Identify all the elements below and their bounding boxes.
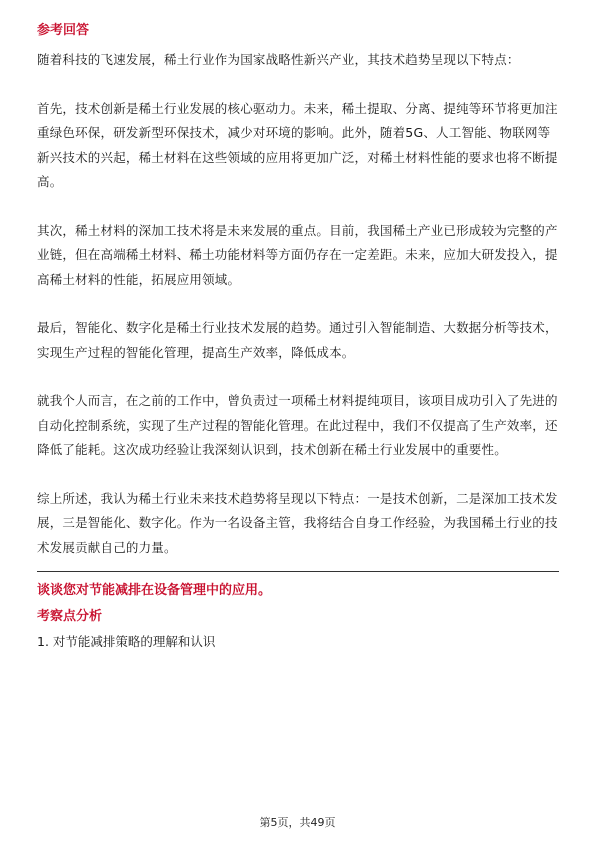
paragraph-last: 最后，智能化、数字化是稀土行业技术发展的趋势。通过引入智能制造、大数据分析等技术，实现生产过程的智能化管理，提高生产效率，降低成本。 bbox=[37, 320, 558, 360]
analysis-heading: 考察点分析 bbox=[37, 609, 103, 624]
section-divider bbox=[37, 571, 559, 572]
paragraph-summary: 综上所述，我认为稀土行业未来技术趋势将呈现以下特点：一是技术创新，二是深加工技术发展，三是智能化、数字化。作为一名设备主管，我将结合自身工作经验，为我国稀土行业的技术发展贡献自己的力量。 bbox=[37, 490, 558, 555]
answer-heading: 参考回答 bbox=[37, 23, 90, 38]
paragraph-intro: 随着科技的飞速发展，稀土行业作为国家战略性新兴产业，其技术趋势呈现以下特点： bbox=[37, 52, 520, 67]
paragraph-second: 其次，稀土材料的深加工技术将是未来发展的重点。目前，我国稀土产业已形成较为完整的产业链，但在高端稀土材料、稀土功能材料等方面仍存在一定差距。未来，应加大研发投入，提高稀土材料的性能，拓展应用领域。 bbox=[37, 222, 558, 287]
paragraph-first: 首先，技术创新是稀土行业发展的核心驱动力。未来，稀土提取、分离、提纯等环节将更加注重绿色环保，研发新型环保技术，减少对环境的影响。此外，随着5G、人工智能、物联网等新兴技术的兴起，稀土材料在这些领域的应用将更加广泛，对稀土材料性能的要求也将不断提高。 bbox=[37, 100, 558, 189]
paragraph-personal: 就我个人而言，在之前的工作中，曾负责过一项稀土材料提纯项目，该项目成功引入了先进的自动化控制系统，实现了生产过程的智能化管理。在此过程中，我们不仅提高了生产效率，还降低了能耗。这次成功经验让我深刻认识到，技术创新在稀土行业发展中的重要性。 bbox=[37, 393, 558, 457]
document-page bbox=[37, 22, 559, 652]
analysis-item: 1. 对节能减排策略的理解和认识 bbox=[37, 634, 216, 649]
page-number: 第5页，共49页 bbox=[259, 816, 336, 829]
question-title: 谈谈您对节能减排在设备管理中的应用。 bbox=[37, 583, 272, 598]
